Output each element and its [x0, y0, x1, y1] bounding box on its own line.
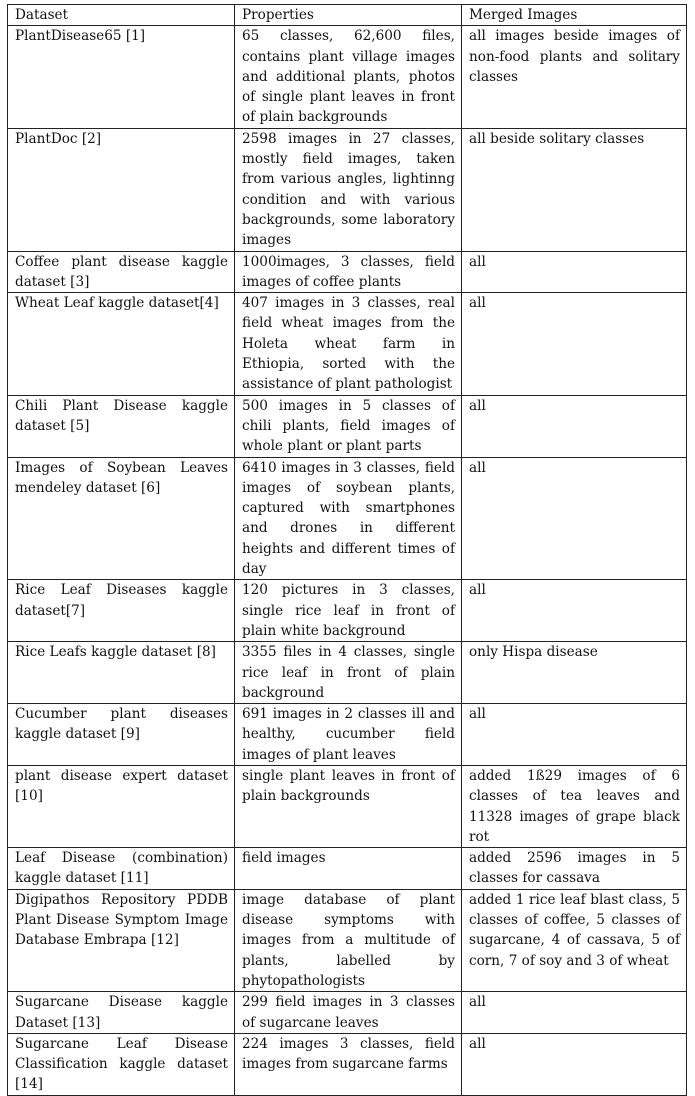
cell-merged-images-text: all beside solitary classes: [469, 130, 645, 147]
table-row: [8, 457, 687, 580]
cell-properties: [235, 251, 462, 293]
cell-dataset: [8, 1033, 235, 1095]
cell-merged-images: [462, 889, 687, 991]
table-row: [8, 293, 687, 395]
cell-dataset-text: Cucumber plant diseases kaggle dataset [9]: [15, 706, 228, 743]
table-row: [8, 704, 687, 766]
cell-dataset: [8, 642, 235, 704]
cell-properties-text: image database of plant disease symptoms with images from a multitude of plants, labelled by phytopathologists: [242, 891, 455, 989]
header-dataset: Dataset: [8, 5, 235, 26]
cell-dataset: [8, 251, 235, 293]
cell-properties-text: 500 images in 5 classes of chili plants, field images of whole plant or plant parts: [242, 397, 455, 455]
cell-dataset: [8, 26, 235, 128]
cell-properties: [235, 26, 462, 128]
cell-merged-images-text: added 2596 images in 5 classes for cassava: [469, 850, 680, 887]
cell-properties: [235, 128, 462, 251]
cell-properties-text: 224 images 3 classes, field images from sugarcane farms: [242, 1035, 455, 1073]
cell-properties-text: 691 images in 2 classes ill and healthy, cucumber field images of plant leaves: [242, 706, 455, 763]
cell-merged-images-text: all: [469, 253, 486, 270]
cell-properties-text: 120 pictures in 3 classes, single rice leaf in front of plain white background: [242, 582, 455, 639]
cell-dataset-text: Digipathos Repository PDDB Plant Disease Symptom Image Database Embrapa [12]: [15, 891, 228, 949]
cell-merged-images: [462, 580, 687, 642]
cell-properties: [235, 889, 462, 991]
cell-dataset-text: Sugarcane Disease kaggle Dataset [13]: [15, 994, 228, 1031]
table-row: [8, 395, 687, 457]
table-row: [8, 26, 687, 128]
cell-merged-images-text: added 1 rice leaf blast class, 5 classes of coffee, 5 classes of sugarcane, 4 of cassava, 5 of corn, 7 of soy and 3 of wheat: [469, 891, 680, 969]
cell-merged-images: [462, 26, 687, 128]
cell-merged-images-text: all: [469, 994, 486, 1011]
cell-dataset-text: plant disease expert dataset [10]: [15, 767, 228, 805]
cell-merged-images-text: all: [469, 1035, 486, 1052]
cell-merged-images-text: only Hispa disease: [469, 644, 598, 661]
cell-dataset: [8, 704, 235, 766]
cell-dataset: [8, 848, 235, 890]
cell-properties: [235, 293, 462, 395]
cell-properties-text: field images: [242, 850, 326, 867]
cell-merged-images: [462, 293, 687, 395]
cell-properties-text: 2598 images in 27 classes, mostly field images, taken from various angles, lightinng condition and with various backgrounds, some laboratory images: [242, 130, 455, 249]
cell-dataset: [8, 889, 235, 991]
table-row: [8, 765, 687, 847]
cell-merged-images-text: all: [469, 459, 486, 476]
cell-merged-images-text: all: [469, 706, 486, 723]
dataset-table: [7, 4, 687, 1096]
cell-dataset-text: Images of Soybean Leaves mendeley dataset [6]: [15, 459, 228, 496]
cell-merged-images-text: all: [469, 582, 486, 599]
cell-merged-images: [462, 848, 687, 890]
table-row: [8, 992, 687, 1034]
cell-merged-images-text: all: [469, 295, 486, 312]
cell-properties: [235, 765, 462, 847]
cell-properties: [235, 848, 462, 890]
table-row: [8, 642, 687, 704]
cell-dataset-text: PlantDoc [2]: [15, 130, 102, 147]
cell-merged-images: [462, 992, 687, 1034]
cell-properties: [235, 457, 462, 580]
table-row: [8, 889, 687, 991]
cell-merged-images: [462, 251, 687, 293]
cell-merged-images: [462, 395, 687, 457]
cell-properties: [235, 580, 462, 642]
header-properties: Properties: [235, 5, 462, 26]
cell-properties: [235, 704, 462, 766]
table-body: [8, 26, 687, 1095]
table-row: [8, 580, 687, 642]
cell-merged-images: [462, 457, 687, 580]
cell-merged-images: [462, 642, 687, 704]
table-row: [8, 251, 687, 293]
cell-properties-text: 6410 images in 3 classes, field images of soybean plants, captured with smartphones and drones in different heights and different times of day: [242, 459, 455, 578]
cell-dataset-text: Coffee plant disease kaggle dataset [3]: [15, 253, 228, 290]
cell-dataset-text: Sugarcane Leaf Disease Classification kaggle dataset [14]: [15, 1035, 228, 1093]
cell-dataset: [8, 457, 235, 580]
cell-dataset: [8, 992, 235, 1034]
table-row: [8, 848, 687, 890]
cell-merged-images-text: all images beside images of non-food plants and solitary classes: [469, 28, 680, 85]
cell-merged-images: [462, 1033, 687, 1095]
cell-merged-images-text: added 1ß29 images of 6 classes of tea leaves and 11328 images of grape black rot: [469, 767, 680, 845]
cell-dataset: [8, 128, 235, 251]
header-merged-images: Merged Images: [462, 5, 687, 26]
cell-dataset-text: Rice Leaf Diseases kaggle dataset[7]: [15, 582, 228, 619]
cell-properties-text: 299 field images in 3 classes of sugarcane leaves: [242, 994, 455, 1031]
cell-dataset-text: PlantDisease65 [1]: [15, 28, 146, 45]
cell-dataset-text: Leaf Disease (combination) kaggle dataset [11]: [15, 850, 228, 887]
cell-merged-images: [462, 765, 687, 847]
cell-merged-images: [462, 128, 687, 251]
cell-properties-text: 65 classes, 62,600 files, contains plant village images and additional plants, photos of single plant leaves in front of plain backgrounds: [242, 28, 455, 126]
cell-properties-text: 3355 files in 4 classes, single rice leaf in front of plain background: [242, 644, 455, 701]
cell-dataset: [8, 395, 235, 457]
cell-properties-text: 407 images in 3 classes, real field wheat images from the Holeta wheat farm in Ethiopia, sorted with the assistance of plant pathologist: [242, 295, 455, 393]
table-row: [8, 1033, 687, 1095]
cell-dataset-text: Chili Plant Disease kaggle dataset [5]: [15, 397, 228, 434]
cell-dataset: [8, 293, 235, 395]
cell-properties: [235, 642, 462, 704]
cell-merged-images: [462, 704, 687, 766]
cell-dataset-text: Rice Leafs kaggle dataset [8]: [15, 644, 216, 661]
cell-properties-text: single plant leaves in front of plain backgrounds: [242, 767, 455, 805]
cell-properties-text: 1000images, 3 classes, field images of coffee plants: [242, 253, 455, 290]
cell-merged-images-text: all: [469, 397, 486, 414]
header-row: [8, 5, 687, 26]
cell-dataset: [8, 765, 235, 847]
dataset-table-container: [7, 4, 687, 1096]
cell-properties: [235, 1033, 462, 1095]
cell-properties: [235, 992, 462, 1034]
cell-dataset-text: Wheat Leaf kaggle dataset[4]: [15, 295, 219, 312]
cell-properties: [235, 395, 462, 457]
cell-dataset: [8, 580, 235, 642]
table-row: [8, 128, 687, 251]
